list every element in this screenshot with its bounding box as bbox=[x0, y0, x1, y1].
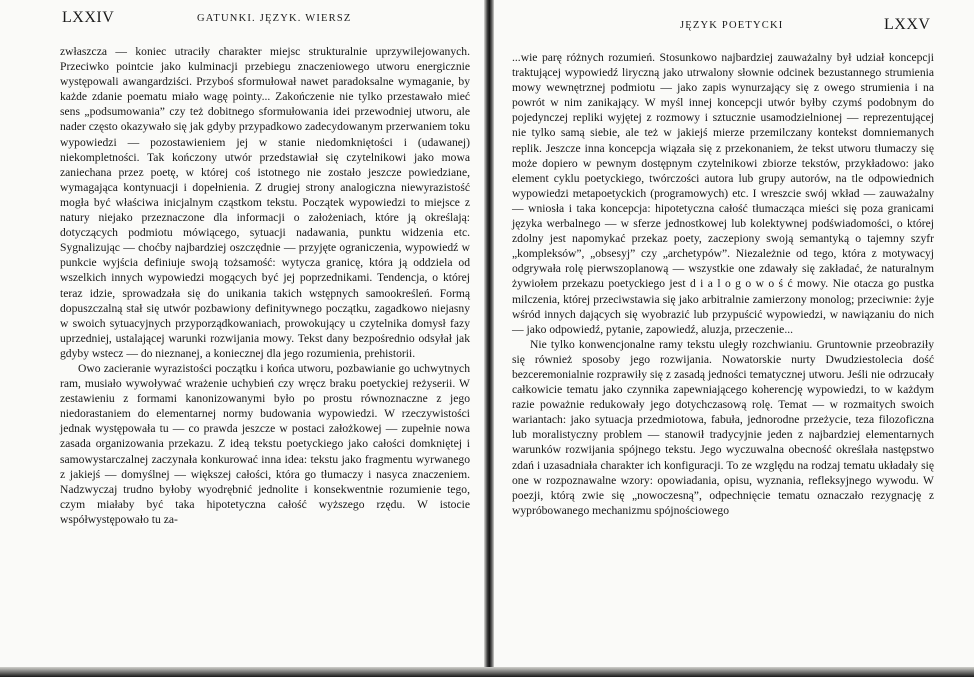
left-page-folio: LXXIV bbox=[62, 9, 115, 26]
right-paragraph-2: Nie tylko konwencjonalne ramy tekstu uległy rozchwianiu. Gruntownie przeobraziły się również sposoby jego rozwijania. Nowatorskie nurty Dwudziestolecia dość bezceremonialnie rozprawiły się z zasadą jedności tematycznej utworu. Jeśli nie odrzucały całkowicie tematu jako czynnika zapewniającego koherencję wypowiedzi, to w każdym razie poważnie redukowały jego dotychczasową rolę. Temat — w rozmaitych swoich wariantach: jako sytuacja przedmiotowa, fabuła, jednorodne przeżycie, teza filozoficzna lub moralistyczny problem — stanowił tradycyjnie jeden z najbardziej elementarnych warunków rozwijania spójnego tekstu. Jego wyczuwalna obecność określała następstwo zdań i uzasadniała charakter ich konfiguracji. To ze względu na rodzaj tematu układały się one w rozpoznawalne wzory: opowiadania, opisu, wyznania, refleksyjnego wywodu. W poezji, którą zwie się „nowoczesną”, odpechnięcie tematu oznaczało rezygnację z wypróbowanego mechanizmu spójnościowego bbox=[512, 337, 934, 517]
right-paragraph-1: ...wie parę różnych rozumień. Stosunkowo najbardziej zauważalny był udział koncepcji traktującej wypowiedź liryczną jako utrwalony słownie odcinek bezustannego strumienia mowy wewnętrznej podmiotu — jako zapis wynurzający się z owego strumienia i na powrót w nim zanikający. W myśl innej koncepcji utwór byłby czymś podobnym do pojedynczej repliki wyjętej z rozmowy i sztucznie usamodzielnionej — reprezentującej nie tylko samą siebie, ale też w jakiejś mierze przemilczany kontekst domniemanych replik. Jeszcze inna koncepcja wiązała się z przekonaniem, że tekst utworu tłumaczy się może dopiero w pewnym dostępnym czytelnikowi zbiorze tekstów, przykładowo: jako element cyklu poetyckiego, twórczości autora lub grupy autorów, na tle odpowiednich wypowiedzi metapoetyckich (programowych) etc. I wreszcie swój wkład — zauważalny — wniosła i taka koncepcja: hipotetyczna całość tłumacząca mieści się poza granicami języka werbalnego — w sferze jednostkowej lub kolektywnej podświadomości, o której zdolny jest napomykać przekaz poety, zaczepiony swoją semantyką o tajemny szyfr „kompleksów”, „obsesyj” czy „archetypów”. Niezależnie od tego, która z motywacyj odgrywała rolę pierwszoplanową — wszystkie one zdawały się zakładać, że naturalnym żywiołem przekazu poetyckiego jest d i a l o g o w o ś ć mowy. Nie otacza go pustka milczenia, której przeciwstawia się jako arbitralnie zamierzony monolog; przeciwnie: żyje wśród innych dających się wyobrazić lub przypuścić wypowiedzi, w nawiązaniu do nich — jako odpowiedź, pytanie, zapowiedź, aluzja, przeczenie... bbox=[512, 51, 934, 336]
left-page-running-head: GATUNKI. JĘZYK. WIERSZ bbox=[197, 13, 352, 24]
right-page-running-head: JĘZYK POETYCKI bbox=[680, 20, 784, 31]
left-paragraph-1: zwłaszcza — koniec utraciły charakter miejsc strukturalnie uprzywilejowanych. Przeciwko pointcie jako kulminacji przebiegu znaczeniowego utworu energicznie występowali awangardziści. Przyboś sformułował nawet paradoksalne wymaganie, by każde zdanie poematu miało wagę pointy... Zakończenie nie tylko przestawało mieć sens „podsumowania” czy też dobitnego sformułowania idei przewodniej utworu, ale nader często okazywało się jak gdyby przypadkowo zadecydowanym przerwaniem toku wypowiedzi — pozostawieniem jej w stanie niedomkniętości i (udawanej) niekompletności. Tak kończony utwór przedstawiał się czytelnikowi jako mowa zaniechana przez poetę, w której coś istotnego nie zostało jeszcze powiedziane, wymagająca kontynuacji i dopełnienia. Z drugiej strony analogiczna niewyrazistość mogła być właściwa inicjalnym cząstkom tekstu. Początek wypowiedzi to miejsce z natury niejako przeznaczone dla informacji o założeniach, które ją określają: dotyczących podmiotu mówiącego, sytuacji nadawania, punktu widzenia etc. Sygnalizując — choćby najbardziej oszczędnie — przyjęte ograniczenia, wypowiedź w punkcie wyjścia definiuje swoją tożsamość: wytycza granicę, która ją oddziela od wszelkich innych wypowiedzi mogących być jej poprzednikami. Tendencja, o której teraz idzie, sprowadzała się do unikania takich wstępnych samookreśleń. Formą dopuszczalną stał się utwór pozbawiony definitywnego początku, zagadkowo niejasny w swoich sytuacyjnych przyporządkowaniach, prowokujący u czytelnika domysł fazy uprzedniej, ustalającej warunki rozwijania mowy. Tekst dany bezpośrednio odsyłał jak gdyby wstecz — do nieznanej, a koniecznej dla jego rozumienia, prehistorii. bbox=[60, 45, 470, 360]
page-bottom-edge bbox=[0, 667, 974, 677]
left-page bbox=[0, 0, 484, 677]
left-paragraph-2: Owo zacieranie wyrazistości początku i końca utworu, pozbawianie go uchwytnych ram, musiało wywoływać wrażenie uchybień czy wręcz braku poetyckiej reżyserii. W zestawieniu z formami kanonizowanymi było po prostu równoznaczne z jego niedorastaniem do elementarnej normy budowania wypowiedzi. W rzeczywistości jednak występowała tu — co prawda jeszcze w postaci założkowej — zupełnie nowa zasada organizowania przekazu. Z ideą tekstu poetyckiego jako całości domkniętej i samowystarczalnej zaczynała konkurować inna idea: tekstu jako fragmentu wyrwanego z jakiejś — domyślnej — większej całości, która go tłumaczy i nasyca znaczeniem. Nadzwyczaj trudno byłoby wyodrębnić jednolite i konsekwentnie rozumienie tego, czym miałaby być taka hipotetyczna całość wyższego rzędu. W istocie współwystępowało tu za- bbox=[60, 361, 470, 526]
right-page-folio: LXXV bbox=[884, 16, 931, 33]
left-page-body bbox=[60, 44, 470, 527]
right-page-body bbox=[512, 50, 934, 518]
book-gutter bbox=[484, 0, 494, 677]
right-page bbox=[494, 0, 974, 677]
